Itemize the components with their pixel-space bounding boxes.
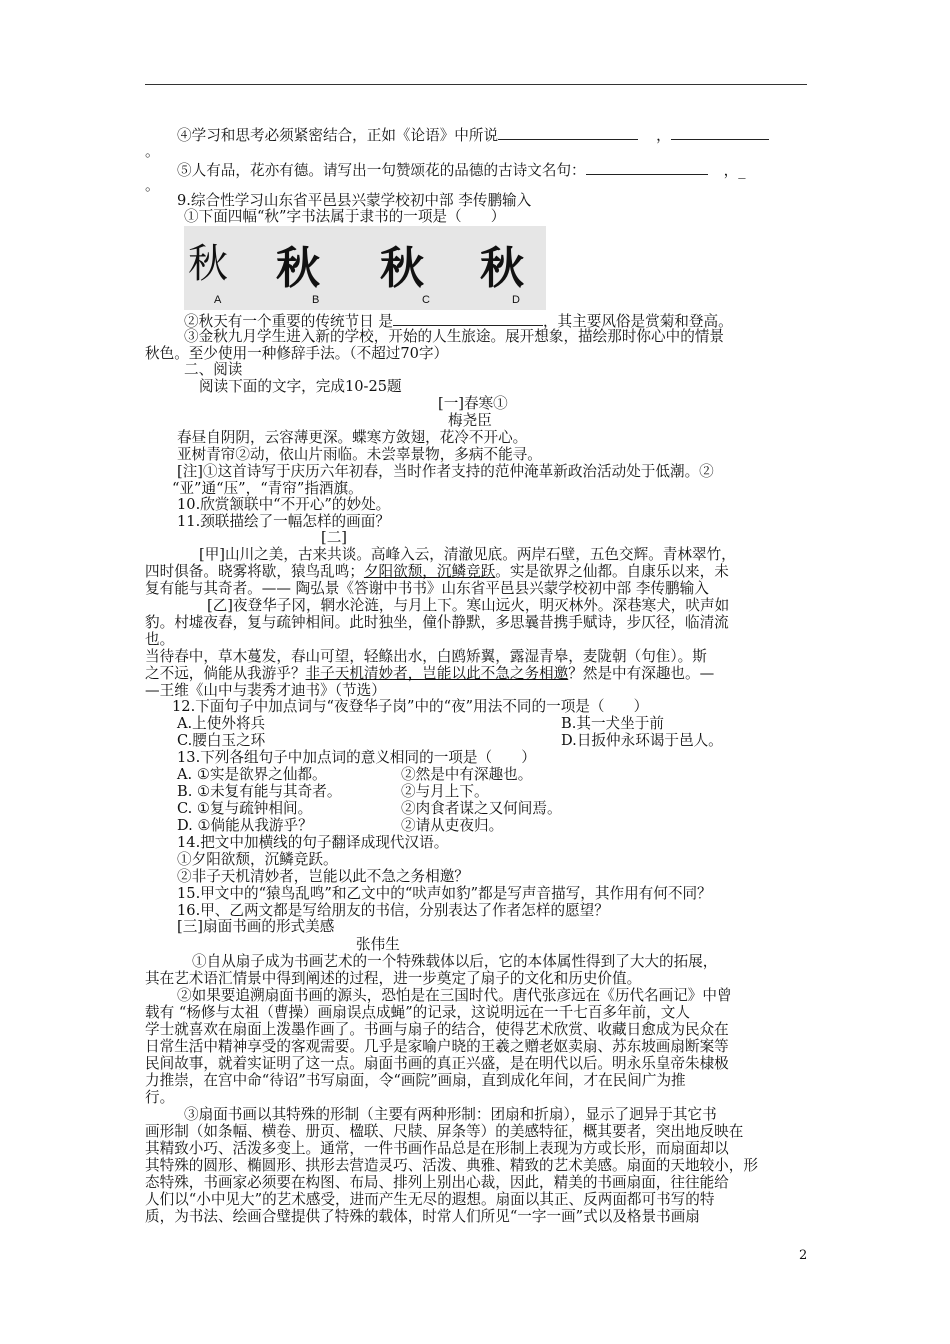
answer-blank[interactable] (393, 312, 543, 326)
q8-item5-text: ⑤人有品，花亦有德。请写出一句赞颂花的品德的古诗文名句： (177, 162, 586, 179)
q13-option-d2: ②请从吏夜归。 (401, 817, 504, 834)
q14-item1: ①夕阳欲颓，沉鳞竞跃。 (177, 851, 338, 868)
yi-line1: [乙]夜登华子冈，辋水沦涟，与月上下。寒山远火，明灭林外。深巷寒犬，吠声如 (207, 597, 730, 614)
jia-line1: [甲]山川之美，古来共谈。高峰入云，清澈见底。两岸石壁，五色交辉。青林翠竹， (199, 546, 736, 563)
para3-line1: ③扇面书画以其特殊的形制（主要有两种形制：团扇和折扇），显示了迥异于其它书 (184, 1106, 717, 1123)
yi-line2: 豹。村墟夜舂，复与疏钟相间。此时独坐，僮仆静默，多思曩昔携手赋诗，步仄径，临清流 (145, 614, 729, 631)
q12-option-a: A.上使外将兵 (177, 715, 266, 732)
q8-item5 (177, 161, 746, 179)
poem-line2: 亚树青帘②动，依山片雨临。未尝辜景物，多病不能寻。 (177, 446, 542, 463)
para2-line5: 民间故事，就着实证明了这一点。扇面书画的真正兴盛，是在明代以后。明永乐皇帝朱棣极 (145, 1055, 729, 1072)
question-10: 10.欣赏颔联中“不开心”的妙处。 (177, 496, 391, 513)
q13-option-c2: ②肉食者谋之又何间焉。 (401, 800, 562, 817)
q8-item5-end: 。 (145, 177, 160, 194)
q14-item2: ②非子天机清妙者，岂能以此不急之务相邀？ (177, 868, 469, 885)
para2-line6: 力推崇，在宫中命“待诏”书写扇面，令“画院”画扇，直到成化年间，才在民间广为推 (145, 1072, 686, 1089)
question-14: 14.把文中加横线的句子翻译成现代汉语。 (177, 834, 449, 851)
yi-line5 (145, 665, 714, 682)
q12-option-c: C.腰白玉之环 (177, 732, 266, 749)
option-label-c: C (422, 294, 430, 306)
yi-line6: —王维《山中与裴秀才迪书》（节选） (145, 682, 386, 699)
q8-item4-end: 。 (145, 143, 160, 160)
q9-sub2-text-end: ，其主要风俗是赏菊和登高。 (542, 313, 733, 330)
calligraphy-glyph-d: 秋 (480, 243, 524, 294)
q9-sub2-text: ②秋天有一个重要的传统节日 是 (184, 313, 393, 330)
para3-line3: 其精致小巧、活泼多变上。通常，一件书画作品总是在形制上表现为方或长形，而扇面却以 (145, 1140, 729, 1157)
para2-line7: 行。 (145, 1089, 175, 1106)
answer-blank[interactable] (498, 126, 638, 140)
q8-item4 (177, 126, 769, 144)
poem-note-line2: “亚”通“压”，“青帘”指酒旗。 (172, 480, 363, 497)
para3-line7: 质，为书法、绘画合璧提供了特殊的载体，时常人们所见“一字一画”式以及格景书画扇 (145, 1208, 700, 1225)
yi-line4: 当待春中，草木蔓发，春山可望，轻鲦出水，白鸥矫翼，露湿青皋，麦陇朝（句隹）。斯 (145, 648, 707, 665)
yi-line5-text: 之不远，倘能从我游乎？ (145, 665, 306, 682)
q12-option-b: B.其一犬坐于前 (561, 715, 664, 732)
calligraphy-glyph-a: 秋 (188, 241, 230, 287)
page-number: 2 (799, 1248, 808, 1263)
section3-title: [三]扇面书画的形式美感 (177, 918, 335, 935)
reading-instruction: 阅读下面的文字，完成10-25题 (199, 378, 402, 395)
q13-option-c1: C. ①复与疏钟相间。 (177, 800, 313, 817)
answer-blank[interactable] (671, 126, 769, 140)
option-label-a: A (214, 294, 222, 306)
q13-option-a1: A. ①实是欲界之仙都。 (177, 766, 327, 783)
para2-line2: 载有 “杨修与太祖（曹操）画扇误点成蝇”的记录，这说明远在一千七百多年前，文人 (145, 1004, 690, 1021)
jia-underlined-sentence: 夕阳欲颓，沉鳞竞跃 (363, 563, 496, 580)
para1-line1: ①自从扇子成为书画艺术的一个特殊载体以后，它的本体属性得到了大大的拓展， (192, 953, 718, 970)
yi-underlined-sentence: 非子天机清妙者，岂能以此不急之务相邀 (305, 665, 569, 682)
reading-heading: 二、阅读 (184, 361, 243, 378)
question-16: 16.甲、乙两文都是写给朋友的书信，分别表达了作者怎样的愿望？ (177, 902, 609, 919)
q8-item5-sep: ，_ (723, 162, 746, 179)
section3-author: 张伟生 (356, 936, 400, 953)
question-11: 11.颈联描绘了一幅怎样的画面？ (177, 513, 390, 530)
q13-option-d1: D. ①倘能从我游乎？ (177, 817, 313, 834)
poem-title: [一]春寒① (438, 395, 508, 412)
q12-option-d: D.日扳仲永环谒于邑人。 (561, 732, 723, 749)
jia-line2-text-end: 。实是欲界之仙都。自康乐以来，未 (495, 563, 729, 580)
answer-blank[interactable] (586, 161, 708, 175)
calligraphy-image (184, 226, 546, 310)
yi-line3: 也。 (145, 631, 175, 648)
q9-title: 9.综合性学习山东省平邑县兴蒙学校初中部 李传鹏输入 (177, 192, 532, 209)
q9-sub3-line1: ③金秋九月学生进入新的学校，开始的人生旅途。展开想象，描绘那时你心中的情景 (184, 328, 724, 345)
q9-sub3-line2: 秋色。至少使用一种修辞手法。（不超过70字） (145, 345, 449, 362)
para3-line5: 态特殊，书画家必须要在构图、布局、排列上别出心裁，因此，精美的书画扇面，往往能给 (145, 1174, 729, 1191)
question-15: 15.甲文中的“猿鸟乱鸣”和乙文中的“吠声如豹”都是写声音描写，其作用有何不同？ (177, 885, 712, 902)
q8-item4-sep: ， (656, 127, 671, 144)
question-13: 13.下列各组句子中加点词的意义相同的一项是（ ） (177, 749, 536, 766)
poem-author: 梅尧臣 (448, 412, 492, 429)
jia-line2 (145, 563, 729, 580)
para2-line3: 学士就喜欢在扇面上泼墨作画了。书画与扇子的结合，使得艺术欣赏、收藏日愈成为民众在 (145, 1021, 729, 1038)
para2-line4: 日常生活中精神享受的客观需要。几乎是家喻户晓的王羲之赠老妪卖扇、苏东坡画扇断案等 (145, 1038, 729, 1055)
q13-option-b1: B. ①未复有能与其奇者。 (177, 783, 342, 800)
para3-line6: 人们以“小中见大”的艺术感受，进而产生无尽的遐想。扇面以其正、反两面都可书写的特 (145, 1191, 715, 1208)
yi-line5-text-end: ？然是中有深趣也。— (568, 665, 715, 682)
q13-option-b2: ②与月上下。 (401, 783, 489, 800)
jia-line3: 复有能与其奇者。—— 陶弘景《答谢中书书》山东省平邑县兴蒙学校初中部 李传鹏输入 (145, 580, 709, 597)
calligraphy-glyph-c: 秋 (380, 243, 424, 294)
poem-note-line1: [注]①这首诗写于庆历六年初春，当时作者支持的范仲淹革新政治活动处于低潮。② (177, 463, 714, 480)
poem-line1: 春昼自阴阴，云容薄更深。蝶寒方敛翅，花冷不开心。 (177, 429, 528, 446)
para2-line1: ②如果要追溯扇面书画的源头，恐怕是在三国时代。唐代张彦远在《历代名画记》中曾 (177, 987, 732, 1004)
question-12: 12.下面句子中加点词与“夜登华子岗”中的“夜”用法不同的一项是（ ） (172, 698, 649, 715)
option-label-d: D (512, 294, 520, 306)
q13-option-a2: ②然是中有深趣也。 (401, 766, 533, 783)
section2-title: [二] (321, 529, 347, 546)
option-label-b: B (312, 294, 320, 306)
q9-sub1: ①下面四幅“秋”字书法属于隶书的一项是（ ） (184, 208, 506, 225)
jia-line2-text: 四时俱备。晓雾将歇，猿鸟乱鸣； (145, 563, 364, 580)
header-rule (145, 84, 807, 85)
q8-item4-text: ④学习和思考必须紧密结合，正如《论语》中所说 (177, 127, 499, 144)
para3-line4: 其特殊的圆形、椭圆形、拱形去营造灵巧、活泼、典雅、精致的艺术美感。扇面的天地较小，形 (145, 1157, 758, 1174)
para3-line2: 画形制（如条幅、横卷、册页、楹联、尺牍、屏条等）的美感特征，概其要者，突出地反映在 (145, 1123, 744, 1140)
calligraphy-glyph-b: 秋 (276, 243, 320, 294)
para1-line2: 其在艺术语汇情景中得到阐述的过程，进一步奠定了扇子的文化和历史价值。 (145, 970, 642, 987)
